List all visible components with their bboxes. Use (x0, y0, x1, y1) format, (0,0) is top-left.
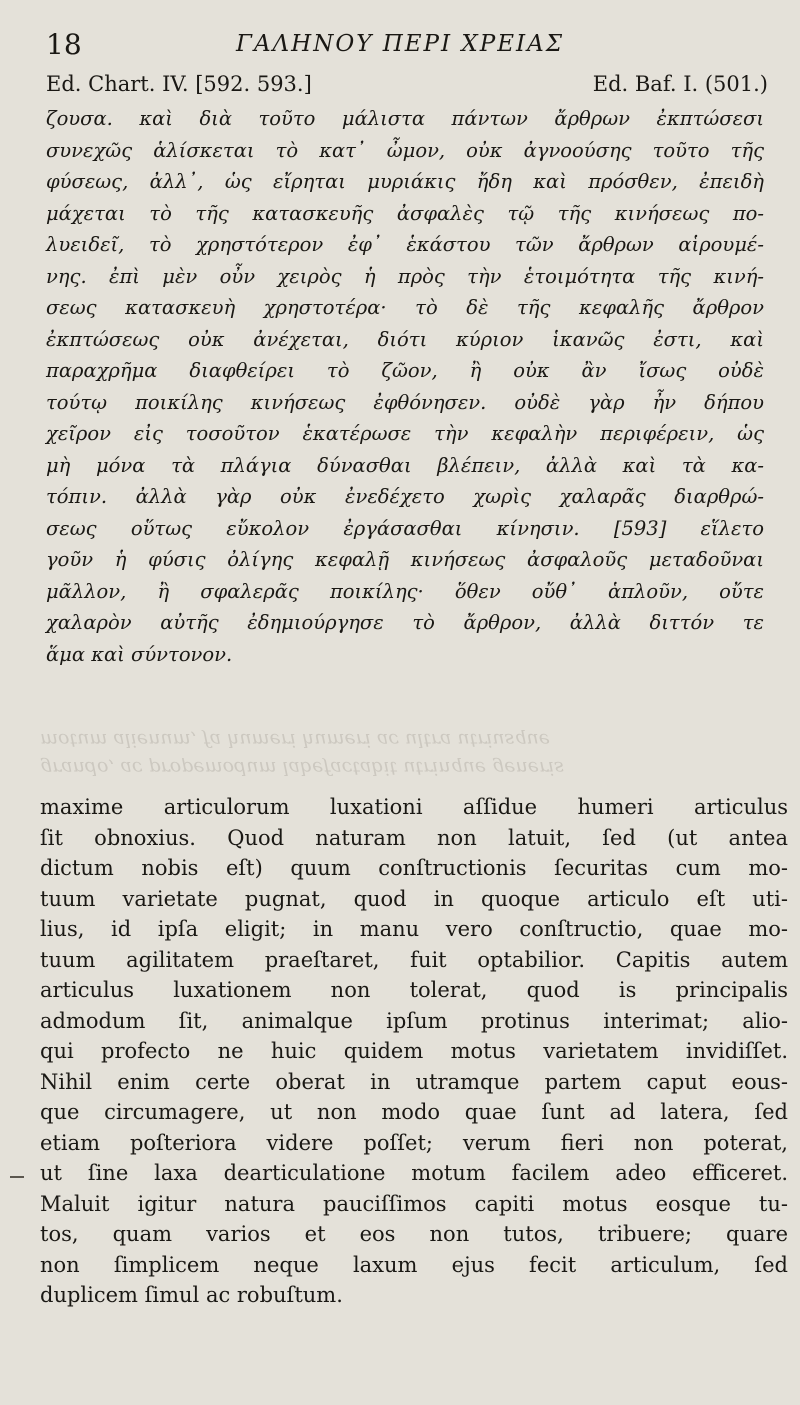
greek-text-line: γοῦν ἡ φύσις ὀλίγης κεφαλῇ κινήσεως ἀσφαλοῦς μεταδοῦναι (46, 548, 764, 571)
latin-text-line: tos, quam varios et eos non tutos, tribuere; quare (40, 1222, 788, 1246)
latin-text-line: non ſimplicem neque laxum ejus fecit articulum, ſed (40, 1252, 788, 1277)
latin-text-line: Nihil enim certe oberat in utramque partem caput eous- (40, 1069, 788, 1094)
bleed-through-text (40, 722, 760, 782)
latin-text-line: que circumagere, ut non modo quae ſunt ad latera, ſed (40, 1100, 788, 1124)
edition-references (46, 72, 768, 102)
greek-text-line: ἐκπτώσεως οὐκ ἀνέχεται, διότι κύριον ἱκανῶς ἐστι, καὶ (46, 327, 764, 351)
greek-text-line: χαλαρὸν αὐτῆς ἐδημιούργησε τὸ ἄρθρον, ἀλλὰ διττόν τε (46, 611, 764, 634)
greek-text-line: μᾶλλον, ἢ σφαλερᾶς ποικίλης· ὅθεν οὔθ᾽ ἁπλοῦν, οὔτε (46, 579, 764, 603)
margin-mark (10, 1176, 24, 1178)
edition-chartier: Ed. Chart. IV. [592. 593.] (46, 72, 312, 96)
greek-text-line: μάχεται τὸ τῆς κατασκευῆς ἀσφαλὲς τῷ τῆς κινήσεως πο- (46, 201, 764, 225)
latin-text-line: ut ſine laxa dearticulatione motum facilem adeo efficeret. (40, 1161, 788, 1185)
greek-text-line: λυειδεῖ, τὸ χρηστότερον ἐφ᾽ ἑκάστου τῶν ἄρθρων αἱρουμέ- (46, 233, 764, 256)
greek-text-line: τόπιν. ἀλλὰ γὰρ οὐκ ἐνεδέχετο χωρὶς χαλαρᾶς διαρθρώ- (46, 485, 764, 508)
greek-text-line: συνεχῶς ἁλίσκεται τὸ κατ᾽ ὦμον, οὐκ ἀγνοούσης τοῦτο τῆς (46, 138, 764, 162)
page-header (40, 28, 760, 64)
latin-text-line: qui profecto ne huic quidem motus varietatem invidiſſet. (40, 1039, 788, 1063)
latin-text-line: tuum agilitatem praeſtaret, fuit optabilior. Capitis autem (40, 947, 788, 972)
latin-text-line: dictum nobis eſt) quum conſtructionis ſecuritas cum mo- (40, 856, 788, 880)
latin-text-line: ſit obnoxius. Quod naturam non latuit, ſed (ut antea (40, 825, 788, 850)
greek-text-line: φύσεως, ἀλλ᾽, ὡς εἴρηται μυριάκις ἤδη καὶ πρόσθεν, ἐπειδὴ (46, 170, 764, 193)
greek-text-line: σεως κατασκευὴ χρηστοτέρα· τὸ δὲ τῆς κεφαλῆς ἄρθρον (46, 296, 764, 319)
page-number: 18 (46, 28, 82, 61)
greek-text-line: σεως οὕτως εὔκολον ἐργάσασθαι κίνησιν. [593] εἵλετο (46, 516, 764, 540)
greek-text-block (46, 103, 764, 670)
latin-text-line: duplicem ſimul ac robuſtum. (40, 1283, 343, 1307)
latin-text-line: Maluit igitur natura pauciſſimos capiti motus eosque tu- (40, 1191, 788, 1216)
latin-text-line: lius, id ipſa eligit; in manu vero conſtructio, quae mo- (40, 917, 788, 941)
latin-text-line: etiam poſteriora videre poſſet; verum fieri non poterat, (40, 1130, 788, 1155)
greek-text-line: χεῖρον εἰς τοσοῦτον ἑκατέρωσε τὴν κεφαλὴν περιφέρειν, ὡς (46, 422, 764, 445)
latin-text-line: tuum varietate pugnat, quod in quoque articulo eſt uti- (40, 886, 788, 911)
greek-text-line: τούτῳ ποικίλης κινήσεως ἐφθόνησεν. οὐδὲ γὰρ ἦν δήπου (46, 390, 764, 414)
latin-text-block (40, 792, 788, 1311)
greek-text-line: ζουσα. καὶ διὰ τοῦτο μάλιστα πάντων ἄρθρων ἐκπτώσεσι (46, 107, 764, 130)
latin-text-line: articulus luxationem non tolerat, quod is principalis (40, 978, 788, 1002)
edition-basel: Ed. Baf. I. (501.) (592, 72, 768, 96)
running-title: ΓΑΛΗΝΟΥ ΠΕΡΙ ΧΡΕΙΑΣ (235, 31, 565, 57)
bleed-through-line: motum alienum, fa humeri humeri ac ultra utriusque (40, 729, 551, 751)
greek-text-line: νης. ἐπὶ μὲν οὖν χειρὸς ἡ πρὸς τὴν ἑτοιμότητα τῆς κινή- (46, 264, 764, 288)
greek-text-line: ἅμα καὶ σύντονον. (46, 642, 233, 666)
greek-text-line: παραχρῆμα διαφθείρει τὸ ζῶον, ἢ οὐκ ἂν ἴσως οὐδὲ (46, 359, 764, 382)
greek-text-line: μὴ μόνα τὰ πλάγια δύνασθαι βλέπειν, ἀλλὰ καὶ τὰ κα- (46, 453, 764, 477)
latin-text-line: admodum ſit, animalque ipſum protinus interimat; alio- (40, 1008, 788, 1033)
bleed-through-line: grando, ac propemodum labefactabit utrinque generis (40, 757, 564, 779)
latin-text-line: maxime articulorum luxationi aſſidue humeri articulus (40, 795, 788, 819)
